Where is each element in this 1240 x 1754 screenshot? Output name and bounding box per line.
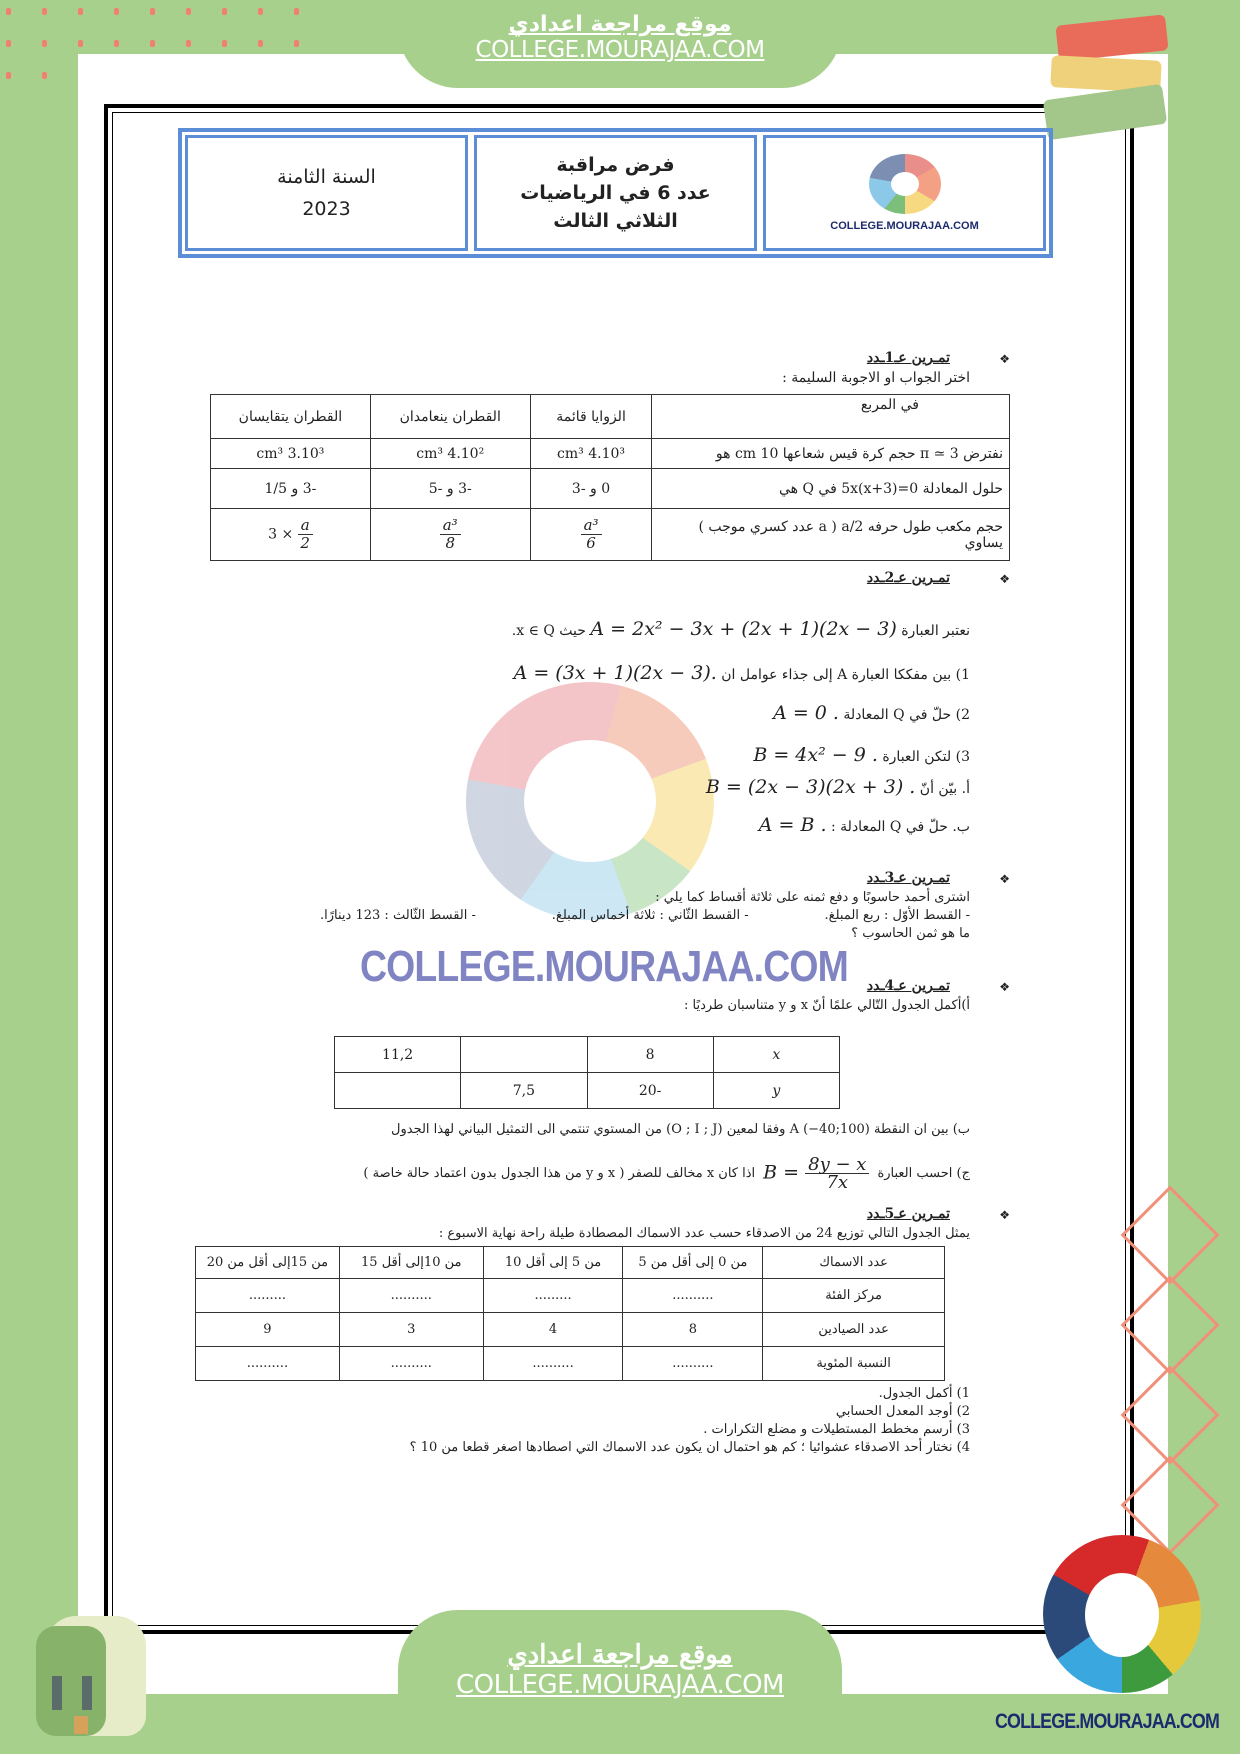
ex5-cell: 3 xyxy=(339,1313,483,1347)
ex1-q3-a2[interactable] xyxy=(370,509,530,561)
ex1-q3-a3[interactable] xyxy=(211,509,371,561)
frac-den: 7x xyxy=(826,1172,849,1193)
ex5-header-4: من 15إلى أقل من 20 xyxy=(196,1247,340,1279)
ex5-row-label: النسبة المئوية xyxy=(763,1347,945,1381)
ex4-y-2[interactable]: 7,5 xyxy=(461,1073,587,1109)
ex4-qc xyxy=(363,1156,970,1191)
ex5-cell[interactable]: .......... xyxy=(339,1347,483,1381)
books-icon xyxy=(1045,20,1195,145)
frac-prefix: 3 × xyxy=(268,526,294,543)
ex2-intro-math: A = 2x² − 3x + (2x + 1)(2x − 3) xyxy=(590,618,897,640)
ex4-qc-rest: اذا كان x مخالف للصفر ( x و y من هذا الجدول بدون اعتماد حالة خاصة ) xyxy=(363,1166,756,1181)
ex2-title: تمـرين عـ2ـدد xyxy=(866,570,950,586)
ex1-q2: حلول المعادلة 5x(x+3)=0 في Q هي xyxy=(652,469,1010,509)
ex2-intro-text: نعتبر العبارة xyxy=(901,623,970,639)
ex1-q3-a1[interactable] xyxy=(530,509,652,561)
ex5-cell[interactable]: .......... xyxy=(623,1279,763,1313)
frac-num: 8y − x xyxy=(805,1156,869,1174)
frac-num: a³ xyxy=(440,517,461,535)
ex2-q2 xyxy=(773,702,970,724)
header-logo-cell xyxy=(763,135,1046,251)
exam-content xyxy=(190,350,1010,1500)
ex5-intro: يمثل الجدول التالي توزيع 24 من الاصدقاء حسب عدد الاسماك المصطادة طيلة راحة نهاية الاسبوع : xyxy=(438,1226,970,1241)
header-title-line2: عدد 6 في الرياضيات xyxy=(520,182,711,204)
banner-site-link[interactable]: COLLEGE.MOURAJAA.COM xyxy=(475,37,765,63)
bottom-banner[interactable] xyxy=(398,1610,842,1754)
frac-den: 8 xyxy=(445,534,455,552)
ex1-q2-a3[interactable]: -3 و 1/5 xyxy=(211,469,371,509)
ex2-q3b-text: ب. حلّ في Q المعادلة : xyxy=(831,819,970,835)
ex2-q3b xyxy=(759,814,970,836)
ex3-part1: - القسط الأوّل : ربع المبلغ. xyxy=(824,908,970,923)
ex1-q1-a3[interactable]: 3.10³ cm³ xyxy=(211,439,371,469)
ex4-y-3[interactable] xyxy=(335,1073,461,1109)
ex4-x-1[interactable]: 8 xyxy=(587,1037,713,1073)
footer-site-link[interactable]: COLLEGE.MOURAJAA.COM xyxy=(456,1670,784,1700)
ex5-cell[interactable]: ......... xyxy=(483,1279,623,1313)
ex5-cell: 9 xyxy=(196,1313,340,1347)
ex1-header-square: في المربع xyxy=(652,395,1010,439)
ex5-question-1: 1) أكمل الجدول. xyxy=(878,1386,970,1401)
ex4-label-x: x xyxy=(713,1037,839,1073)
header-title-cell xyxy=(474,135,757,251)
ex5-cell[interactable]: .......... xyxy=(623,1347,763,1381)
ex1-q1: نفترض π ≃ 3 حجم كرة قيس شعاعها 10 cm هو xyxy=(652,439,1010,469)
ex5-header-1: من 0 إلى أقل من 5 xyxy=(623,1247,763,1279)
backpack-icon xyxy=(26,1586,166,1736)
ex5-title: تمـرين عـ5ـدد xyxy=(866,1206,950,1222)
ex5-header-2: من 5 إلى أقل 10 xyxy=(483,1247,623,1279)
ex1-header-perpendicular: القطران ينعامدان xyxy=(370,395,530,439)
site-logo-icon xyxy=(869,154,941,214)
ex1-q3: حجم مكعب طول حرفه a/2 ( a عدد كسري موجب ) يساوي xyxy=(652,509,1010,561)
ex4-table xyxy=(334,1036,840,1109)
ex2-q3-math: B = 4x² − 9 . xyxy=(753,744,878,766)
ex3-title: تمـرين عـ3ـدد xyxy=(866,870,950,886)
ex2-intro xyxy=(512,618,970,640)
header-level: السنة الثامنة xyxy=(277,166,376,188)
ex5-cell[interactable]: .......... xyxy=(339,1279,483,1313)
footer-arabic-title: موقع مراجعة اعدادي xyxy=(507,1640,733,1670)
header-title-line3: الثلاثي الثالث xyxy=(553,210,678,232)
ex2-q3a-text: أ. بيّن أنّ xyxy=(919,781,970,797)
ex1-q2-a1[interactable]: 0 و -3 xyxy=(530,469,652,509)
ex1-title: تمـرين عـ1ـدد xyxy=(866,350,950,366)
bullet-icon: ❖ xyxy=(999,572,1010,586)
bullet-icon: ❖ xyxy=(999,980,1010,994)
ex4-x-3[interactable]: 11,2 xyxy=(335,1037,461,1073)
ex5-question-4: 4) نختار أحد الاصدقاء عشوائيا ؛ كم هو احتمال ان يكون عدد الاسماك التي اصطادها اصغر قطعا من 10 ؟ xyxy=(409,1440,970,1455)
ex2-q3a xyxy=(706,776,970,798)
ex2-q3a-math: B = (2x − 3)(2x + 3) . xyxy=(705,776,916,798)
ex5-header-0: عدد الاسماك xyxy=(763,1247,945,1279)
ex2-q1-text: 1) بين مفككا العبارة A إلى جذاء عوامل ان xyxy=(721,667,970,683)
watermark-text: COLLEGE.MOURAJAA.COM xyxy=(360,942,848,991)
ex2-q1 xyxy=(514,662,970,684)
frac-den: 6 xyxy=(586,534,596,552)
header-title-line1: فرض مراقبة xyxy=(556,154,675,176)
ex1-header-equal: القطران يتقايسان xyxy=(211,395,371,439)
header-level-cell xyxy=(185,135,468,251)
ex4-qc-text: ج) احسب العبارة xyxy=(877,1166,970,1181)
ex4-qb: ب) بين ان النقطة A (−40;100) وفقا لمعين (O ; I ; J) من المستوي تنتمي الى التمثيل البياني لهذا الجدول xyxy=(391,1122,970,1137)
ex5-cell[interactable]: .......... xyxy=(196,1347,340,1381)
exam-header xyxy=(178,128,1053,258)
ex1-instruction: اختر الجواب او الاجوبة السليمة : xyxy=(782,370,970,386)
ex5-question-2: 2) أوجد المعدل الحسابي xyxy=(835,1404,970,1419)
ex2-q3 xyxy=(753,744,970,766)
ex4-x-2[interactable] xyxy=(461,1037,587,1073)
ex1-q1-a2[interactable]: 4.10² cm³ xyxy=(370,439,530,469)
frac-num: a xyxy=(298,517,313,535)
ex5-table xyxy=(195,1246,945,1381)
frac-num: a³ xyxy=(581,517,602,535)
ex2-q3b-math: A = B . xyxy=(758,814,827,836)
ex3-part3: - القسط الثّالث : 123 دينارًا. xyxy=(320,908,476,923)
ex4-label-y: y xyxy=(713,1073,839,1109)
ex5-header-3: من 10إلى أقل 15 xyxy=(339,1247,483,1279)
ex5-cell: 8 xyxy=(623,1313,763,1347)
ex1-q2-a2[interactable]: -3 و -5 xyxy=(370,469,530,509)
ex1-q1-a1[interactable]: 4.10³ cm³ xyxy=(530,439,652,469)
ex5-cell[interactable]: ......... xyxy=(196,1279,340,1313)
ex3-part2: - القسط الثّاني : ثلاثة أخماس المبلغ. xyxy=(551,908,749,923)
ex1-header-right-angles: الزوايا قائمة xyxy=(530,395,652,439)
ex2-q2-text: 2) حلّ في Q المعادلة xyxy=(843,707,970,723)
footer-logo-caption: COLLEGE.MOURAJAA.COM xyxy=(995,1710,1219,1733)
site-logo-icon xyxy=(1043,1535,1201,1693)
ex1-table xyxy=(210,394,1010,561)
ex5-row-label: عدد الصيادين xyxy=(763,1313,945,1347)
bullet-icon: ❖ xyxy=(999,352,1010,366)
bullet-icon: ❖ xyxy=(999,1208,1010,1222)
ex5-question-3: 3) أرسم مخطط المستطيلات و مضلع التكرارات . xyxy=(703,1422,970,1437)
ex4-qc-formula: B = $\frac{8y - x}{7x}$ xyxy=(763,1156,869,1191)
decorative-diamonds xyxy=(1095,1180,1225,1540)
ex3-question: ما هو ثمن الحاسوب ؟ xyxy=(851,926,970,941)
top-banner[interactable] xyxy=(398,0,842,88)
header-year: 2023 xyxy=(302,198,351,220)
ex2-q1-math: A = (3x + 1)(2x − 3). xyxy=(513,662,717,684)
header-logo-caption: COLLEGE.MOURAJAA.COM xyxy=(830,220,979,232)
ex2-intro-suffix: حيث x ∈ Q. xyxy=(511,623,586,639)
ex5-cell: 4 xyxy=(483,1313,623,1347)
ex3-parts xyxy=(320,908,970,923)
ex3-line1: اشترى أحمد حاسوبًا و دفع ثمنه على ثلاثة أقساط كما يلي : xyxy=(655,890,970,905)
bullet-icon: ❖ xyxy=(999,872,1010,886)
ex5-row-label: مركز الفئة xyxy=(763,1279,945,1313)
ex2-q2-math: A = 0 . xyxy=(773,702,839,724)
ex4-qa: أ)أكمل الجدول التّالي علمًا أنّ x و y متناسبان طرديًا : xyxy=(684,998,970,1013)
ex5-cell[interactable]: .......... xyxy=(483,1347,623,1381)
frac-den: 2 xyxy=(300,534,310,552)
ex4-y-1[interactable]: -20 xyxy=(587,1073,713,1109)
ex4-title: تمـرين عـ4ـدد xyxy=(866,978,950,994)
banner-arabic-title: موقع مراجعة اعدادي xyxy=(508,12,732,37)
ex2-q3-text: 3) لتكن العبارة xyxy=(882,749,970,765)
